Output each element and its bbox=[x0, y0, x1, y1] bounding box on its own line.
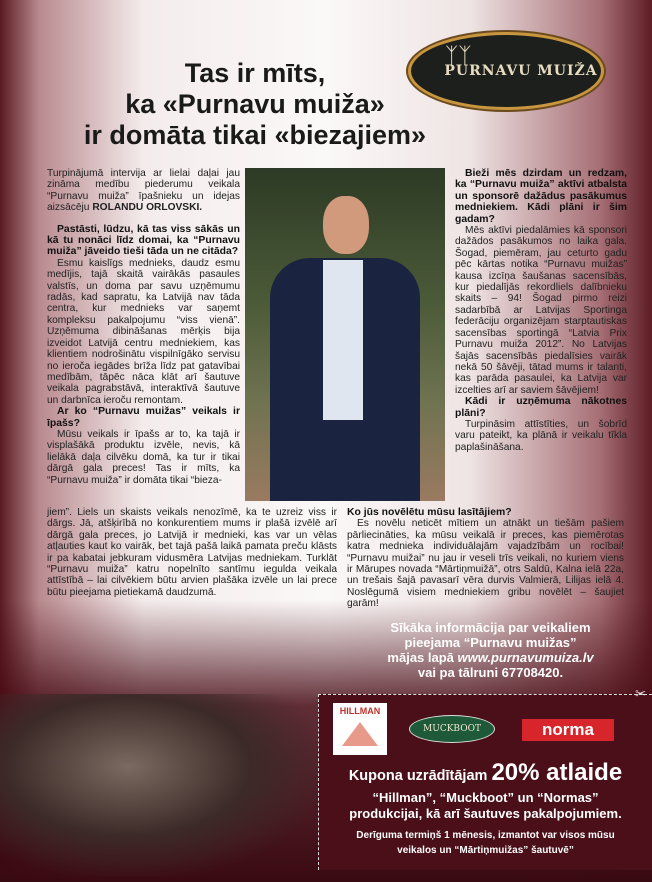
title-line: ir domāta tikai «biezajiem» bbox=[83, 120, 427, 150]
question: Kādi ir uzņēmuma nākotnes plāni? bbox=[455, 396, 627, 419]
discount-coupon bbox=[318, 685, 652, 870]
answer: Mēs aktīvi piedalāmies kā sponsori dažādos pasākumos no laika gala. Šogad, piemēram, jau ceturto gadu pēc kārtas notika “Purnavu muižas” kausa izcīņa šaušanas sacensībās, kur piedalījās rekordliels dalībnieku skaits – 94! Šogad pirmo reizi sadarbībā ar Latvijas Sportinga federāciju organizējam starptautiskas sacensības sportingā “Latvia Prix Purnavu muiža 2012”. No Latvijas šajās sacensībās piedalīsies vairāk nekā 50 šāvēji, tātad mums ir talanti, kas parāda pasaulei, ka Latvija var izcelties arī ar saviem šāvējiem! bbox=[455, 225, 627, 396]
answer: Esmu kaislīgs mednieks, daudz esmu medījis, tajā skaitā vairākās pasaules valstīs, un doma par savu uzņēmumu radās, kad sapratu, ka Latvijā nav tāda centra, kur mednieks var saņemt kompleksu pakalpojumu “viss vienā”. Uzņēmuma dibināšanas mērķis bija izveidot Latvijā centru medniekiem, kas klientiem nodrošinātu vispilnīgāko servisu no ieroča iegādes brīža līdz pat gatavībai medībām, tāpēc nāca klāt arī šautuve veikala pagrabstāvā, interaktīvā šautuve un darbnīca ieroču remontam. bbox=[47, 257, 240, 406]
scissors-icon: ✂ bbox=[635, 685, 646, 701]
answer: Turpināsim attīstīties, un šobrīd varu pateikt, ka plānā ir veikalu tīkla paplašināšana. bbox=[455, 418, 627, 453]
info-line: mājas lapā bbox=[387, 649, 458, 665]
website-link[interactable]: www.purnavumuiza.lv bbox=[457, 649, 594, 665]
article-bottom-row bbox=[0, 507, 652, 610]
engraved-gun-image bbox=[0, 694, 320, 876]
article-title bbox=[60, 58, 450, 151]
title-line: Tas ir mīts, bbox=[184, 58, 326, 88]
coupon-text: veikalos un “Mārtiņmuižas” šautuvē” bbox=[397, 844, 574, 856]
coupon-headline bbox=[319, 759, 652, 790]
question: Ko jūs novēlētu mūsu lasītājiem? bbox=[347, 507, 512, 518]
portrait-photo bbox=[245, 168, 445, 501]
coupon-text: Kupona uzrādītājam bbox=[348, 767, 492, 784]
answer: Mūsu veikals ir īpašs ar to, ka tajā ir visplašākā produktu izvēle, nevis, kā lielākā daļa cilvēku domā, ka tur ir tikai dārgā gala preces! Tas ir mīts, ka “Purnavu muiža” ir domāta tikai “bieza- bbox=[47, 428, 240, 486]
intro bbox=[47, 168, 240, 214]
coupon-text: produkcijai, kā arī šautuves pakalpojumiem. bbox=[349, 805, 622, 821]
contact-info bbox=[338, 620, 643, 680]
column-bottom-right bbox=[347, 507, 624, 610]
article-top-row bbox=[0, 168, 652, 501]
coupon-terms bbox=[319, 828, 652, 858]
column-left bbox=[47, 168, 240, 486]
question: Bieži mēs dzirdam un redzam, ka “Purnavu muiža” aktīvi atbalsta un sponsorē dažādus pasākumus medniekiem. Kādi plāni ir šim gadam? bbox=[455, 168, 627, 225]
brand-name: HILLMAN bbox=[339, 705, 381, 716]
discount-value: 20% atlaide bbox=[491, 758, 623, 786]
logo-text: PURNAVU MUIŽA bbox=[444, 63, 598, 79]
coupon-text: Derīguma termiņš 1 mēnesis, izmantot var visos mūsu bbox=[356, 829, 615, 841]
intro-text: Turpinājumā intervija ar lielai daļai jau zināma medību piederumu veikala “Purnavu muiža” īpašnieku un idejas aizsācēju bbox=[47, 168, 240, 214]
interviewee-name: ROLANDU ORLOVSKI. bbox=[92, 202, 203, 214]
coupon-text: “Hillman”, “Muckboot” un “Normas” bbox=[372, 789, 599, 805]
column-right bbox=[455, 168, 627, 453]
question: Pastāsti, lūdzu, kā tas viss sākās un kā tu nonāci līdz domai, ka “Purnavu muiža” jāveido tieši tāda un ne citāda? bbox=[47, 223, 240, 258]
norma-logo bbox=[522, 719, 614, 741]
brand-name: norma bbox=[542, 719, 594, 739]
deer-antlers-icon: ᛉᛉ bbox=[445, 43, 472, 68]
answer: jiem”. Liels un skaists veikals nenozīmē, ka te uzreiz viss ir dārgs. Jā, atšķirībā no konkurentiem mums ir plašā izvēlē arī dārgā gala preces, jo Latvijā ir mednieki, kas var un vēlas atļauties kaut ko vairāk, bet tajā pašā laikā pamata preču klāsts ir pa kabatai jebkuram vidusmēra Latvijas medniekam. Turklāt “Purnavu muiža” katru nopelnīto santīmu iegulda veikala attīstībā – lai cilvēkiem būtu arvien plašāka izvēle un lai prece būtu pieejama pietiekamā daudzumā. bbox=[47, 507, 337, 598]
brand-name: MUCKBOOT bbox=[423, 723, 481, 734]
question: Ar ko “Purnavu muižas” veikals ir īpašs? bbox=[47, 406, 240, 429]
article-header bbox=[0, 0, 652, 168]
muckboot-logo bbox=[409, 715, 495, 743]
coupon-brands-text bbox=[319, 790, 652, 822]
purnavu-muiza-logo bbox=[408, 32, 604, 110]
column-bottom-left bbox=[47, 507, 337, 598]
info-line: vai pa tālruni 67708420. bbox=[417, 664, 564, 680]
info-line: pieejama “Purnavu muižas” bbox=[404, 634, 577, 650]
info-line: Sīkāka informācija par veikaliem bbox=[390, 619, 591, 635]
title-line: ka «Purnavu muiža» bbox=[125, 89, 385, 119]
bottom-section bbox=[0, 685, 652, 876]
hillman-logo bbox=[333, 703, 387, 755]
answer: Es novēlu neticēt mītiem un atnākt un tiešām pašiem pārliecināties, ka mūsu veikalā ir preces, kas piemērotas katra mednieka individuālajām vajadzībām un rocībai! “Purnavu muižai” nu jau ir veseli trīs veikali, no kuriem viens ir Mārupes novada “Mārtiņmuižā”, otrs Saldū, Kalna ielā 22a, un trešais šajā pavasarī vēra durvis Valmierā, Lilijas ielā 4. Noslēgumā visiem medniekiem gribu novēlēt – šaujiet garām! bbox=[347, 518, 624, 610]
